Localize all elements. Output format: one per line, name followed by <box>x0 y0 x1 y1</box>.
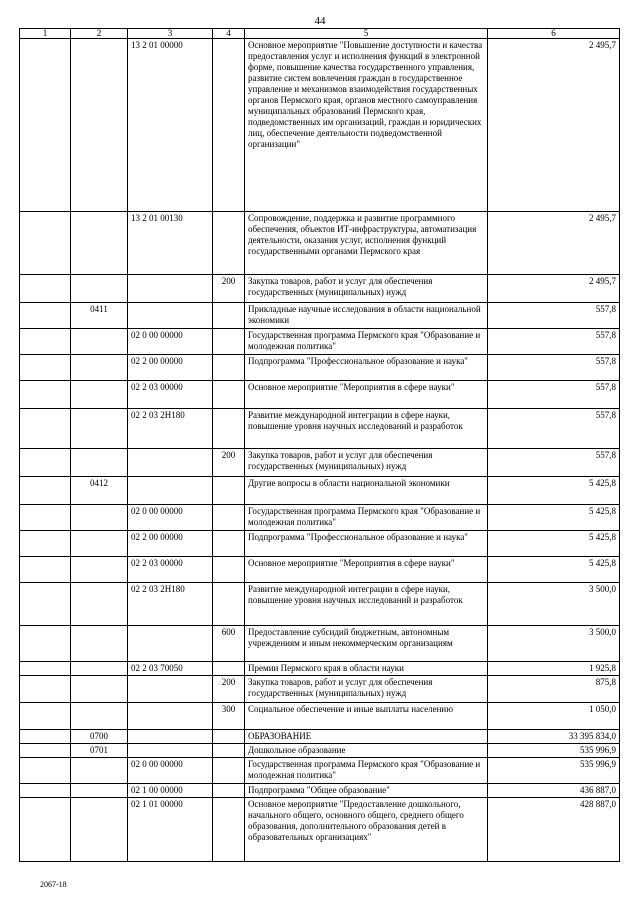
expense-type-cell <box>213 583 245 626</box>
column-number-row <box>20 29 620 39</box>
target-article-cell: 02 1 00 00000 <box>128 784 213 798</box>
section-cell <box>20 676 71 703</box>
target-article-cell <box>128 449 213 477</box>
amount-cell: 535 996,9 <box>488 758 620 784</box>
description-cell: Другие вопросы в области национальной экономики <box>245 477 488 505</box>
target-article-cell: 02 1 01 00000 <box>128 798 213 862</box>
subsection-cell <box>71 381 128 409</box>
description-cell: Социальное обеспечение и иные выплаты населению <box>245 703 488 730</box>
target-article-cell <box>128 303 213 329</box>
target-article-cell: 02 2 03 00000 <box>128 381 213 409</box>
amount-cell: 557,8 <box>488 381 620 409</box>
table-row <box>20 557 620 583</box>
description-cell: Развитие международной интеграции в сфере науки, повышение уровня научных исследований и разработок <box>245 409 488 449</box>
amount-cell: 5 425,8 <box>488 531 620 557</box>
table-row <box>20 303 620 329</box>
expense-type-cell <box>213 212 245 275</box>
table-row <box>20 784 620 798</box>
amount-cell: 557,8 <box>488 449 620 477</box>
expense-type-cell <box>213 744 245 758</box>
expense-type-cell <box>213 758 245 784</box>
expense-type-cell: 200 <box>213 275 245 303</box>
section-cell <box>20 355 71 381</box>
description-cell: Развитие международной интеграции в сфере науки, повышение уровня научных исследований и разработок <box>245 583 488 626</box>
expense-type-cell <box>213 381 245 409</box>
section-cell <box>20 381 71 409</box>
table-row <box>20 744 620 758</box>
expense-type-cell <box>213 557 245 583</box>
subsection-cell <box>71 355 128 381</box>
description-cell: ОБРАЗОВАНИЕ <box>245 730 488 744</box>
description-cell: Основное мероприятие "Мероприятия в сфере науки" <box>245 381 488 409</box>
expense-type-cell <box>213 303 245 329</box>
subsection-cell <box>71 784 128 798</box>
expense-type-cell <box>213 477 245 505</box>
table-row <box>20 275 620 303</box>
table-row <box>20 329 620 355</box>
amount-cell: 428 887,0 <box>488 798 620 862</box>
amount-cell: 1 050,0 <box>488 703 620 730</box>
amount-cell: 557,8 <box>488 303 620 329</box>
description-cell: Закупка товаров, работ и услуг для обеспечения государственных (муниципальных) нужд <box>245 676 488 703</box>
target-article-cell <box>128 703 213 730</box>
table-row <box>20 798 620 862</box>
section-cell <box>20 583 71 626</box>
description-cell: Подпрограмма "Профессиональное образование и наука" <box>245 355 488 381</box>
target-article-cell: 13 2 01 00000 <box>128 39 213 212</box>
table-row <box>20 477 620 505</box>
subsection-cell <box>71 505 128 531</box>
column-header-1: 1 <box>20 29 71 39</box>
amount-cell: 535 996,9 <box>488 744 620 758</box>
expense-type-cell <box>213 329 245 355</box>
target-article-cell <box>128 477 213 505</box>
table-row <box>20 626 620 662</box>
subsection-cell <box>71 758 128 784</box>
expense-type-cell <box>213 505 245 531</box>
description-cell: Премии Пермского края в области науки <box>245 662 488 676</box>
amount-cell: 2 495,7 <box>488 275 620 303</box>
subsection-cell <box>71 798 128 862</box>
target-article-cell: 02 0 00 00000 <box>128 329 213 355</box>
amount-cell: 33 395 834,0 <box>488 730 620 744</box>
subsection-cell <box>71 583 128 626</box>
section-cell <box>20 303 71 329</box>
expense-type-cell <box>213 662 245 676</box>
table-row <box>20 381 620 409</box>
target-article-cell <box>128 730 213 744</box>
amount-cell: 557,8 <box>488 409 620 449</box>
description-cell: Предоставление субсидий бюджетным, автономным учреждениям и иным некоммерческим организациям <box>245 626 488 662</box>
amount-cell: 3 500,0 <box>488 583 620 626</box>
table-row <box>20 730 620 744</box>
section-cell <box>20 212 71 275</box>
description-cell: Сопровождение, поддержка и развитие программного обеспечения, объектов ИТ-инфраструктуры, автоматизация деятельности, оказания услуг, исполнения функций государственными органами Пермского края <box>245 212 488 275</box>
subsection-cell: 0700 <box>71 730 128 744</box>
table-row <box>20 409 620 449</box>
description-cell: Закупка товаров, работ и услуг для обеспечения государственных (муниципальных) нужд <box>245 449 488 477</box>
expense-type-cell: 200 <box>213 449 245 477</box>
document-code: 2067-18 <box>40 880 67 889</box>
amount-cell: 557,8 <box>488 355 620 381</box>
section-cell <box>20 758 71 784</box>
subsection-cell <box>71 329 128 355</box>
table-row <box>20 583 620 626</box>
section-cell <box>20 557 71 583</box>
section-cell <box>20 409 71 449</box>
target-article-cell: 02 2 03 00000 <box>128 557 213 583</box>
target-article-cell: 02 2 00 00000 <box>128 531 213 557</box>
table-row <box>20 703 620 730</box>
table-row <box>20 449 620 477</box>
target-article-cell: 02 0 00 00000 <box>128 505 213 531</box>
column-header-4: 4 <box>213 29 245 39</box>
subsection-cell: 0411 <box>71 303 128 329</box>
expense-type-cell <box>213 784 245 798</box>
target-article-cell: 13 2 01 00130 <box>128 212 213 275</box>
target-article-cell <box>128 275 213 303</box>
target-article-cell: 02 2 03 2Н180 <box>128 409 213 449</box>
table-row <box>20 662 620 676</box>
expense-type-cell <box>213 409 245 449</box>
section-cell <box>20 329 71 355</box>
subsection-cell <box>71 662 128 676</box>
expense-type-cell <box>213 355 245 381</box>
subsection-cell <box>71 557 128 583</box>
target-article-cell: 02 2 03 2Н180 <box>128 583 213 626</box>
amount-cell: 1 925,8 <box>488 662 620 676</box>
subsection-cell <box>71 703 128 730</box>
target-article-cell <box>128 676 213 703</box>
section-cell <box>20 505 71 531</box>
column-header-5: 5 <box>245 29 488 39</box>
table-row <box>20 39 620 212</box>
section-cell <box>20 784 71 798</box>
subsection-cell <box>71 449 128 477</box>
target-article-cell: 02 2 03 70050 <box>128 662 213 676</box>
amount-cell: 5 425,8 <box>488 557 620 583</box>
target-article-cell <box>128 626 213 662</box>
amount-cell: 875,8 <box>488 676 620 703</box>
amount-cell: 2 495,7 <box>488 39 620 212</box>
target-article-cell <box>128 744 213 758</box>
description-cell: Закупка товаров, работ и услуг для обеспечения государственных (муниципальных) нужд <box>245 275 488 303</box>
table-row <box>20 676 620 703</box>
amount-cell: 557,8 <box>488 329 620 355</box>
section-cell <box>20 744 71 758</box>
amount-cell: 3 500,0 <box>488 626 620 662</box>
description-cell: Дошкольное образование <box>245 744 488 758</box>
subsection-cell: 0412 <box>71 477 128 505</box>
column-header-6: 6 <box>488 29 620 39</box>
section-cell <box>20 477 71 505</box>
description-cell: Государственная программа Пермского края "Образование и молодежная политика" <box>245 505 488 531</box>
expense-type-cell: 600 <box>213 626 245 662</box>
subsection-cell <box>71 626 128 662</box>
table-row <box>20 531 620 557</box>
description-cell: Государственная программа Пермского края "Образование и молодежная политика" <box>245 329 488 355</box>
table-row <box>20 355 620 381</box>
column-header-2: 2 <box>71 29 128 39</box>
description-cell: Подпрограмма "Профессиональное образование и наука" <box>245 531 488 557</box>
amount-cell: 2 495,7 <box>488 212 620 275</box>
column-header-3: 3 <box>128 29 213 39</box>
amount-cell: 436 887,0 <box>488 784 620 798</box>
section-cell <box>20 662 71 676</box>
description-cell: Подпрограмма "Общее образование" <box>245 784 488 798</box>
subsection-cell <box>71 39 128 212</box>
page-number: 44 <box>314 15 326 27</box>
target-article-cell: 02 0 00 00000 <box>128 758 213 784</box>
section-cell <box>20 531 71 557</box>
description-cell: Основное мероприятие "Мероприятия в сфере науки" <box>245 557 488 583</box>
section-cell <box>20 798 71 862</box>
expense-type-cell: 300 <box>213 703 245 730</box>
section-cell <box>20 275 71 303</box>
subsection-cell <box>71 275 128 303</box>
section-cell <box>20 449 71 477</box>
target-article-cell: 02 2 00 00000 <box>128 355 213 381</box>
section-cell <box>20 626 71 662</box>
section-cell <box>20 39 71 212</box>
subsection-cell <box>71 531 128 557</box>
expense-type-cell <box>213 798 245 862</box>
description-cell: Государственная программа Пермского края "Образование и молодежная политика" <box>245 758 488 784</box>
subsection-cell <box>71 409 128 449</box>
description-cell: Основное мероприятие "Повышение доступности и качества предоставления услуг и исполнения функций в электронной форме, повышение качества государственного управления, развитие систем вовлечения граждан в государственное управление и механизмов взаимодействия государственных органов Пермского края, органов местного самоуправления муниципальных образований Пермского края, подведомственных им организаций, граждан и юридических лиц, обеспечение деятельности подведомственной организации" <box>245 39 488 212</box>
subsection-cell <box>71 212 128 275</box>
description-cell: Основное мероприятие "Предоставление дошкольного, начального общего, основного общего, среднего общего образования, дополнительного образования детей в образовательных организациях" <box>245 798 488 862</box>
table-row <box>20 212 620 275</box>
table-row <box>20 505 620 531</box>
amount-cell: 5 425,8 <box>488 505 620 531</box>
expense-type-cell <box>213 531 245 557</box>
expense-type-cell <box>213 730 245 744</box>
table-row <box>20 758 620 784</box>
section-cell <box>20 730 71 744</box>
amount-cell: 5 425,8 <box>488 477 620 505</box>
expense-type-cell <box>213 39 245 212</box>
description-cell: Прикладные научные исследования в области национальной экономики <box>245 303 488 329</box>
section-cell <box>20 703 71 730</box>
subsection-cell: 0701 <box>71 744 128 758</box>
expense-type-cell: 200 <box>213 676 245 703</box>
subsection-cell <box>71 676 128 703</box>
budget-table <box>19 28 620 862</box>
